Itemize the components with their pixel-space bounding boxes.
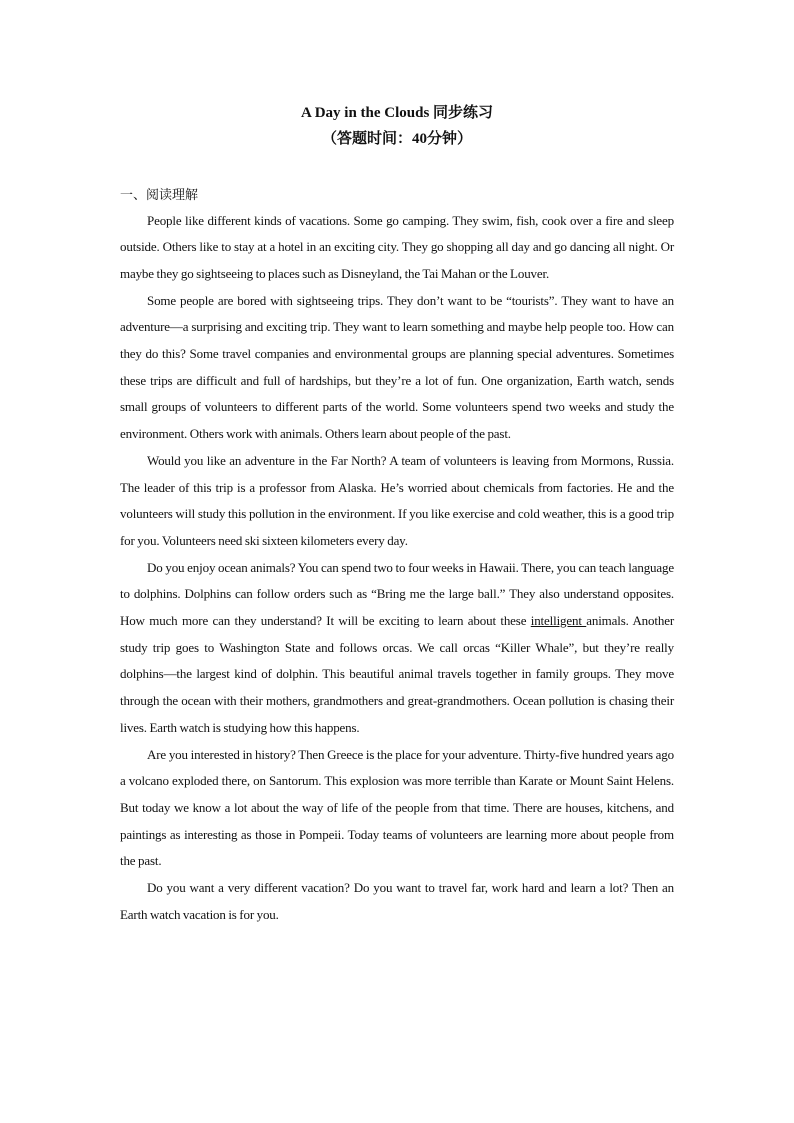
- section-heading: 一、阅读理解: [120, 187, 199, 202]
- paragraph-5: Are you interested in history? Then Greece is the place for your adventure. Thirty-five hundred years ago a volcano exploded there, on Santorum. This explosion was more terrible than Karate or Mount Saint Helens. But today we know a lot about the way of life of the people from that time. There are houses, kitchens, and paintings as interesting as those in Pompeii. Today teams of volunteers are learning more about people from the past.: [120, 746, 674, 869]
- paragraph-1: People like different kinds of vacations. Some go camping. They swim, fish, cook over a fire and sleep outside. Others like to stay at a hotel in an exciting city. They go shopping all day and go dancing all night. Or maybe they go sightseeing to places such as Disneyland, the Tai Mahan or the Louver.: [120, 212, 674, 281]
- paragraph-4-before: Do you enjoy ocean animals? You can spend two to four weeks in Hawaii. There, you can teach language to dolphins. Dolphins can follow orders such as “Bring me the large ball.” They also understand opposites. How much more can they understand? It will be exciting to learn about these: [120, 559, 674, 629]
- paragraph-6: Do you want a very different vacation? Do you want to travel far, work hard and learn a lot? Then an Earth watch vacation is for you.: [120, 880, 674, 922]
- paragraph-2: Some people are bored with sightseeing trips. They don’t want to be “tourists”. They want to have an adventure—a surprising and exciting trip. They want to learn something and maybe help people too. How can they do this? Some travel companies and environmental groups are planning special adventures. Sometimes these trips are difficult and full of hardships, but they’re a lot of fun. One organization, Earth watch, sends small groups of volunteers to different parts of the world. Some volunteers spend two weeks and study the environment. Others work with animals. Others learn about people of the past.: [120, 292, 674, 442]
- document-subtitle: （答题时间：40分钟）: [321, 131, 472, 147]
- reading-passage: [120, 208, 674, 929]
- document-title: A Day in the Clouds 同步练习: [300, 105, 494, 121]
- paragraph-4: [120, 555, 674, 742]
- paragraph-4-after: animals. Another study trip goes to Washington State and follows orcas. We call orcas “Killer Whale”, but they’re really dolphins—the largest kind of dolphin. This beautiful animal travels together in family groups. They move through the ocean with their mothers, grandmothers and great-grandmothers. Ocean pollution is chasing their lives. Earth watch is studying how this happens.: [120, 613, 674, 735]
- paragraph-3: Would you like an adventure in the Far North? A team of volunteers is leaving from Mormons, Russia. The leader of this trip is a professor from Alaska. He’s worried about chemicals from factories. He and the volunteers will study this pollution in the environment. If you like exercise and cold weather, this is a good trip for you. Volunteers need ski sixteen kilometers every day.: [120, 452, 674, 548]
- underlined-word-intelligent: intelligent: [530, 613, 587, 629]
